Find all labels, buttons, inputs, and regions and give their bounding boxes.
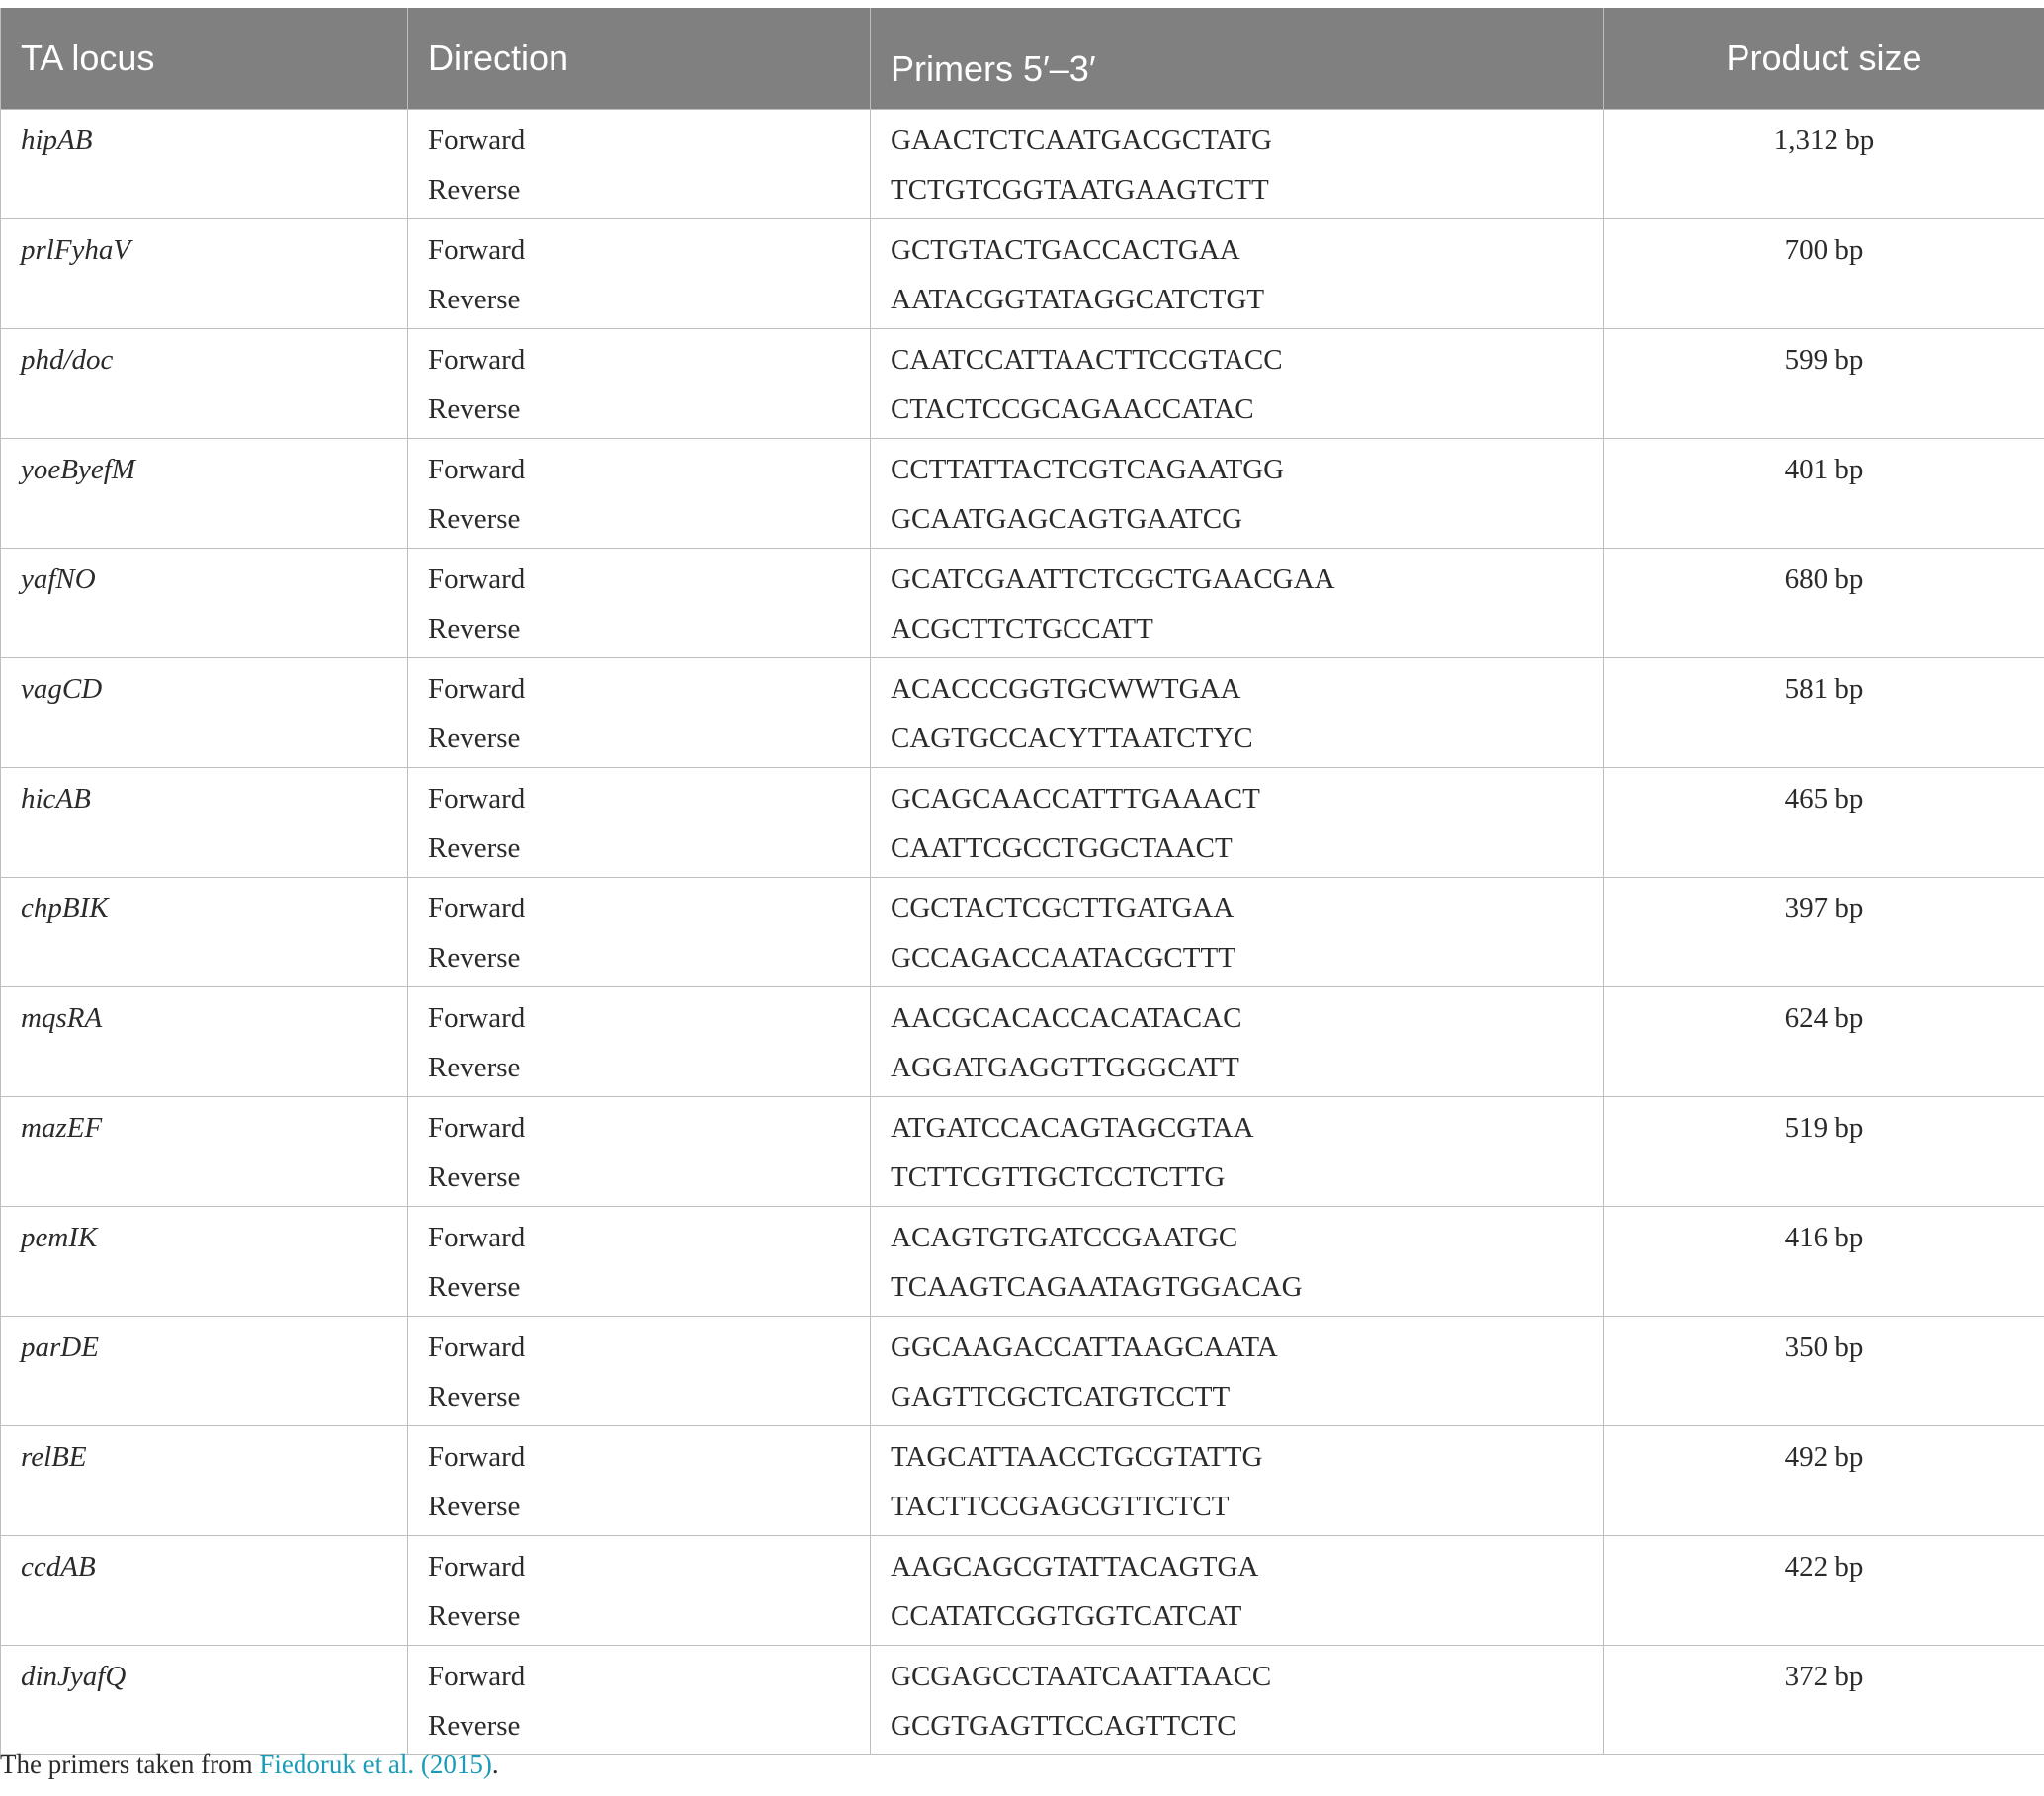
primers-cell (871, 1097, 1604, 1207)
table-header-row (1, 8, 2044, 110)
direction-reverse: Reverse (428, 723, 521, 754)
forward-primer: CAATCCATTAACTTCCGTACC (891, 344, 1283, 376)
product-size: 581 bp (1784, 673, 1864, 705)
reverse-primer: AATACGGTATAGGCATCTGT (891, 284, 1265, 315)
header-ta-locus: TA locus (1, 8, 408, 110)
primers-cell (871, 549, 1604, 658)
table-row (1, 329, 2044, 439)
ta-locus-cell (1, 439, 408, 549)
direction-cell (408, 1097, 871, 1207)
direction-cell (408, 219, 871, 329)
primers-cell (871, 658, 1604, 768)
direction-forward: Forward (428, 1002, 526, 1034)
direction-cell (408, 1536, 871, 1646)
product-size: 397 bp (1784, 893, 1864, 924)
reverse-primer: ACGCTTCTGCCATT (891, 613, 1153, 644)
direction-forward: Forward (428, 783, 526, 814)
product-size-cell (1604, 219, 2044, 329)
citation-link[interactable]: Fiedoruk et al. (2015) (259, 1750, 492, 1779)
primers-cell (871, 1536, 1604, 1646)
table-row (1, 549, 2044, 658)
table-row (1, 1646, 2044, 1755)
forward-primer: GAACTCTCAATGACGCTATG (891, 125, 1272, 156)
direction-forward: Forward (428, 1661, 526, 1692)
ta-locus-cell (1, 329, 408, 439)
product-size: 624 bp (1784, 1002, 1864, 1034)
direction-reverse: Reverse (428, 174, 521, 206)
direction-cell (408, 1646, 871, 1755)
direction-reverse: Reverse (428, 1381, 521, 1412)
product-size-cell (1604, 439, 2044, 549)
product-size-cell (1604, 329, 2044, 439)
direction-reverse: Reverse (428, 1161, 521, 1193)
reverse-primer: TCTGTCGGTAATGAAGTCTT (891, 174, 1269, 206)
product-size-cell (1604, 658, 2044, 768)
direction-cell (408, 549, 871, 658)
direction-cell (408, 658, 871, 768)
direction-reverse: Reverse (428, 284, 521, 315)
table-row (1, 658, 2044, 768)
reverse-primer: GCGTGAGTTCCAGTTCTC (891, 1710, 1236, 1742)
table-row (1, 1426, 2044, 1536)
primers-cell (871, 768, 1604, 878)
direction-forward: Forward (428, 234, 526, 266)
product-size-cell (1604, 1097, 2044, 1207)
product-size-cell (1604, 110, 2044, 219)
forward-primer: GCTGTACTGACCACTGAA (891, 234, 1240, 266)
product-size: 465 bp (1784, 783, 1864, 814)
direction-reverse: Reverse (428, 613, 521, 644)
product-size: 372 bp (1784, 1661, 1864, 1692)
ta-locus-name: dinJyafQ (21, 1661, 127, 1692)
direction-reverse: Reverse (428, 1271, 521, 1303)
footnote-prefix: The primers taken from (0, 1750, 260, 1779)
table-row (1, 1207, 2044, 1317)
ta-locus-cell (1, 1317, 408, 1426)
ta-locus-name: yafNO (21, 563, 96, 595)
forward-primer: ACAGTGTGATCCGAATGC (891, 1222, 1238, 1253)
direction-reverse: Reverse (428, 1052, 521, 1083)
ta-locus-cell (1, 1097, 408, 1207)
primer-table (0, 8, 2044, 1755)
reverse-primer: GAGTTCGCTCATGTCCTT (891, 1381, 1231, 1412)
primers-cell (871, 439, 1604, 549)
product-size-cell (1604, 987, 2044, 1097)
product-size: 519 bp (1784, 1112, 1864, 1144)
direction-reverse: Reverse (428, 393, 521, 425)
primers-cell (871, 987, 1604, 1097)
reverse-primer: GCAATGAGCAGTGAATCG (891, 503, 1243, 535)
direction-cell (408, 768, 871, 878)
table-row (1, 768, 2044, 878)
table-row (1, 1097, 2044, 1207)
direction-cell (408, 439, 871, 549)
forward-primer: GCAGCAACCATTTGAAACT (891, 783, 1260, 814)
product-size: 401 bp (1784, 454, 1864, 485)
ta-locus-name: prlFyhaV (21, 234, 131, 266)
product-size-cell (1604, 768, 2044, 878)
direction-cell (408, 878, 871, 987)
direction-reverse: Reverse (428, 942, 521, 974)
direction-forward: Forward (428, 893, 526, 924)
forward-primer: TAGCATTAACCTGCGTATTG (891, 1441, 1263, 1473)
product-size: 700 bp (1784, 234, 1864, 266)
product-size-cell (1604, 1536, 2044, 1646)
direction-forward: Forward (428, 125, 526, 156)
header-primers: Primers 5′–3′ (871, 8, 1604, 110)
product-size: 350 bp (1784, 1331, 1864, 1363)
product-size-cell (1604, 1426, 2044, 1536)
product-size: 416 bp (1784, 1222, 1864, 1253)
product-size-cell (1604, 1317, 2044, 1426)
direction-forward: Forward (428, 1441, 526, 1473)
ta-locus-cell (1, 1426, 408, 1536)
table-row (1, 439, 2044, 549)
header-product-size: Product size (1604, 8, 2044, 110)
ta-locus-name: parDE (21, 1331, 99, 1363)
product-size: 492 bp (1784, 1441, 1864, 1473)
ta-locus-name: mqsRA (21, 1002, 103, 1034)
ta-locus-cell (1, 1536, 408, 1646)
primers-cell (871, 878, 1604, 987)
product-size-cell (1604, 549, 2044, 658)
ta-locus-cell (1, 768, 408, 878)
table-body (1, 110, 2044, 1755)
direction-forward: Forward (428, 673, 526, 705)
forward-primer: GCGAGCCTAATCAATTAACC (891, 1661, 1272, 1692)
primers-cell (871, 1207, 1604, 1317)
forward-primer: GCATCGAATTCTCGCTGAACGAA (891, 563, 1335, 595)
product-size: 680 bp (1784, 563, 1864, 595)
ta-locus-cell (1, 219, 408, 329)
direction-cell (408, 1207, 871, 1317)
reverse-primer: GCCAGACCAATACGCTTT (891, 942, 1235, 974)
direction-cell (408, 1426, 871, 1536)
forward-primer: ACACCCGGTGCWWTGAA (891, 673, 1241, 705)
primers-cell (871, 329, 1604, 439)
ta-locus-cell (1, 1207, 408, 1317)
reverse-primer: TACTTCCGAGCGTTCTCT (891, 1491, 1230, 1522)
product-size-cell (1604, 1646, 2044, 1755)
product-size: 599 bp (1784, 344, 1864, 376)
direction-forward: Forward (428, 1331, 526, 1363)
primer-table-container (0, 8, 2044, 1755)
reverse-primer: CCATATCGGTGGTCATCAT (891, 1600, 1242, 1632)
direction-reverse: Reverse (428, 503, 521, 535)
forward-primer: ATGATCCACAGTAGCGTAA (891, 1112, 1254, 1144)
direction-forward: Forward (428, 344, 526, 376)
direction-reverse: Reverse (428, 1491, 521, 1522)
table-row (1, 1317, 2044, 1426)
direction-reverse: Reverse (428, 1600, 521, 1632)
table-row (1, 987, 2044, 1097)
forward-primer: CGCTACTCGCTTGATGAA (891, 893, 1235, 924)
forward-primer: AAGCAGCGTATTACAGTGA (891, 1551, 1259, 1582)
direction-cell (408, 1317, 871, 1426)
ta-locus-cell (1, 549, 408, 658)
forward-primer: CCTTATTACTCGTCAGAATGG (891, 454, 1285, 485)
direction-forward: Forward (428, 1551, 526, 1582)
primers-cell (871, 110, 1604, 219)
ta-locus-cell (1, 110, 408, 219)
ta-locus-name: hipAB (21, 125, 93, 156)
ta-locus-cell (1, 658, 408, 768)
primers-cell (871, 219, 1604, 329)
product-size: 1,312 bp (1773, 125, 1875, 156)
ta-locus-name: yoeByefM (21, 454, 135, 485)
product-size-cell (1604, 1207, 2044, 1317)
table-row (1, 110, 2044, 219)
forward-primer: GGCAAGACCATTAAGCAATA (891, 1331, 1278, 1363)
primers-cell (871, 1646, 1604, 1755)
ta-locus-name: phd/doc (21, 344, 114, 376)
direction-cell (408, 329, 871, 439)
ta-locus-name: chpBIK (21, 893, 109, 924)
direction-forward: Forward (428, 563, 526, 595)
header-direction: Direction (408, 8, 871, 110)
direction-forward: Forward (428, 454, 526, 485)
reverse-primer: TCAAGTCAGAATAGTGGACAG (891, 1271, 1303, 1303)
reverse-primer: CAATTCGCCTGGCTAACT (891, 832, 1233, 864)
direction-forward: Forward (428, 1222, 526, 1253)
table-row (1, 1536, 2044, 1646)
reverse-primer: CAGTGCCACYTTAATCTYC (891, 723, 1253, 754)
ta-locus-name: relBE (21, 1441, 87, 1473)
direction-forward: Forward (428, 1112, 526, 1144)
primers-cell (871, 1317, 1604, 1426)
primers-cell (871, 1426, 1604, 1536)
reverse-primer: CTACTCCGCAGAACCATAC (891, 393, 1254, 425)
reverse-primer: AGGATGAGGTTGGGCATT (891, 1052, 1239, 1083)
table-footnote (0, 1750, 499, 1780)
direction-cell (408, 987, 871, 1097)
ta-locus-name: hicAB (21, 783, 91, 814)
ta-locus-name: pemIK (21, 1222, 98, 1253)
table-row (1, 219, 2044, 329)
ta-locus-name: vagCD (21, 673, 103, 705)
ta-locus-name: mazEF (21, 1112, 103, 1144)
direction-cell (408, 110, 871, 219)
product-size-cell (1604, 878, 2044, 987)
table-row (1, 878, 2044, 987)
ta-locus-name: ccdAB (21, 1551, 96, 1582)
direction-reverse: Reverse (428, 832, 521, 864)
forward-primer: AACGCACACCACATACAC (891, 1002, 1242, 1034)
footnote-suffix: . (491, 1750, 499, 1779)
direction-reverse: Reverse (428, 1710, 521, 1742)
ta-locus-cell (1, 878, 408, 987)
ta-locus-cell (1, 987, 408, 1097)
reverse-primer: TCTTCGTTGCTCCTCTTG (891, 1161, 1226, 1193)
product-size: 422 bp (1784, 1551, 1864, 1582)
ta-locus-cell (1, 1646, 408, 1755)
